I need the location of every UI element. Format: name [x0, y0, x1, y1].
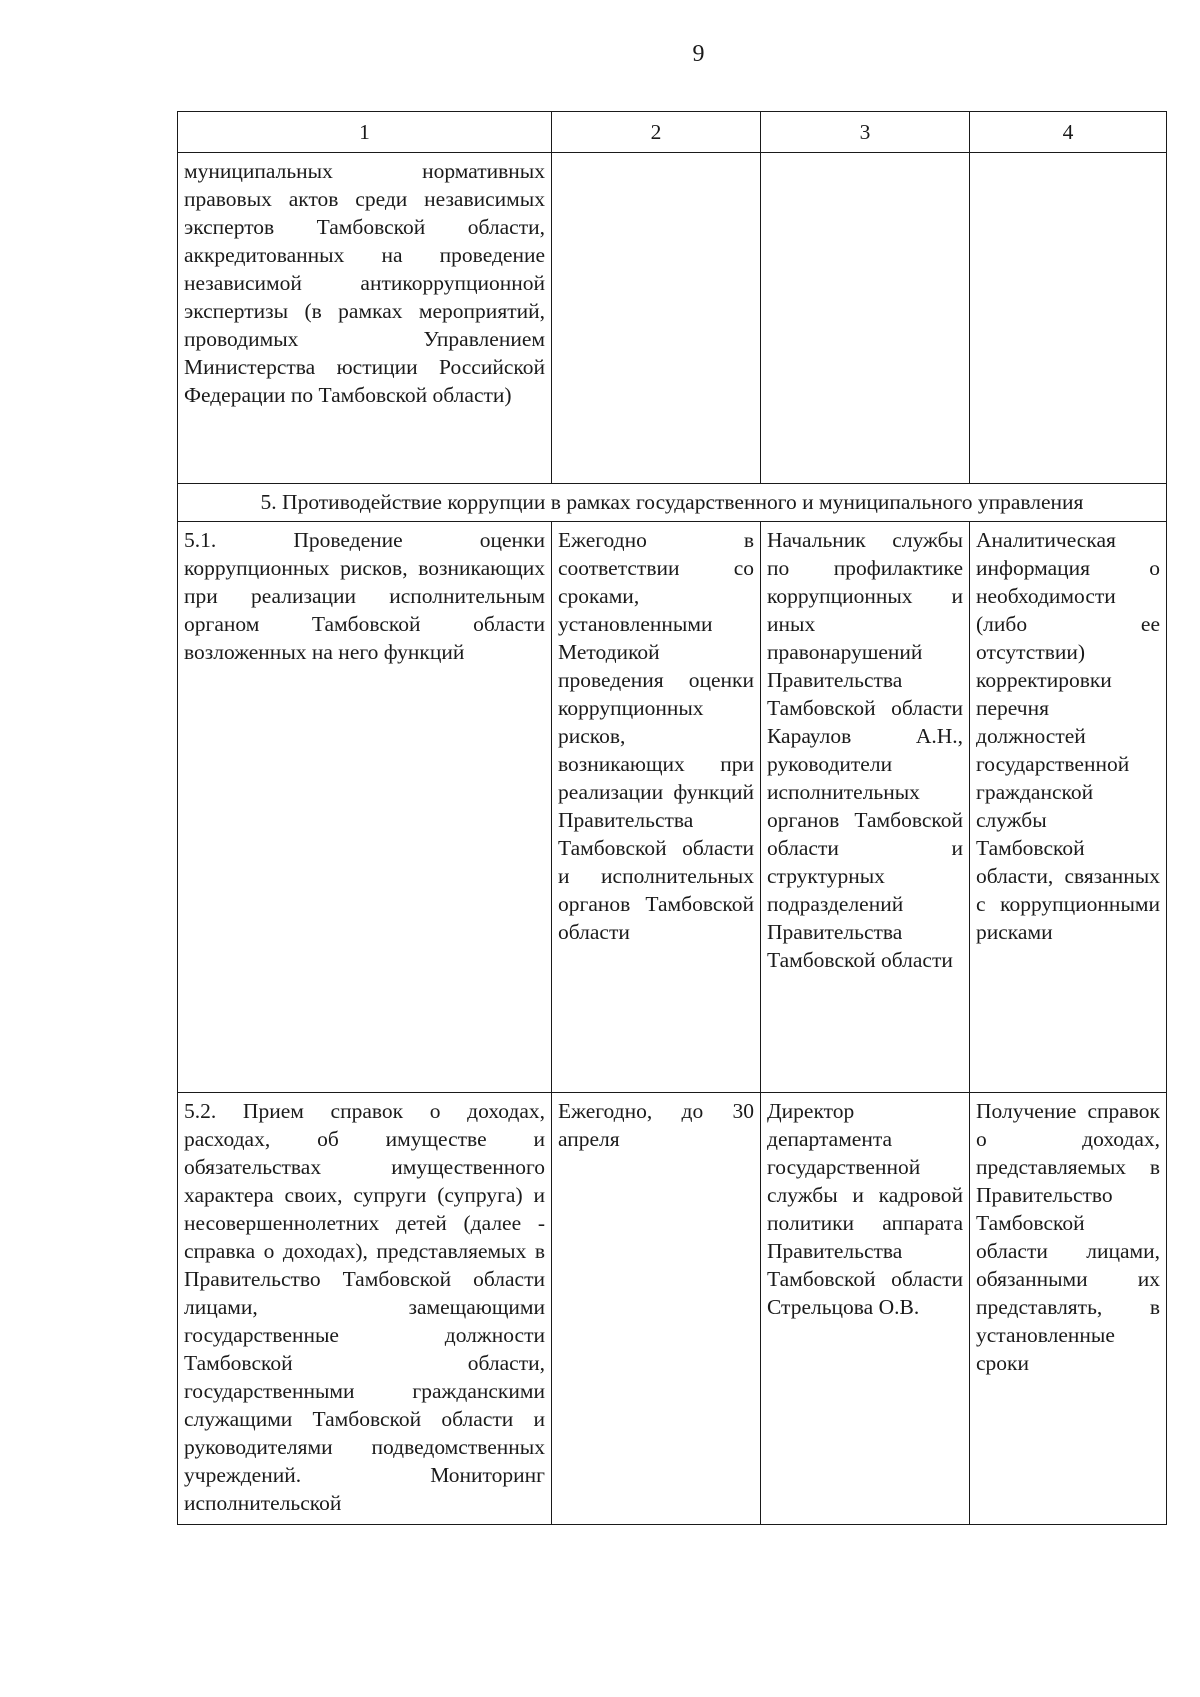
cell-responsible — [761, 153, 970, 484]
header-col-4: 4 — [970, 112, 1167, 153]
table-row — [178, 522, 1167, 1093]
cell-deadline: Ежегодно, до 30 апреля — [552, 1093, 761, 1525]
header-col-1: 1 — [178, 112, 552, 153]
section-title: 5. Противодействие коррупции в рамках государственного и муниципального управления — [178, 484, 1167, 522]
table-row-continued — [178, 153, 1167, 484]
cell-result: Получение справок о доходах, представляемых в Правительство Тамбовской области лицами, обязанными их представлять, в установленные сроки — [970, 1093, 1167, 1525]
section-header-row — [178, 484, 1167, 522]
page-number: 9 — [692, 41, 705, 67]
cell-result — [970, 153, 1167, 484]
cell-measure: 5.1. Проведение оценки коррупционных рисков, возникающих при реализации исполнительным органом Тамбовской области возложенных на него функций — [178, 522, 552, 1093]
cell-result: Аналитическая информация о необходимости (либо ее отсутствии) корректировки перечня должностей государственной гражданской службы Тамбовской области, связанных с коррупционными рисками — [970, 522, 1167, 1093]
cell-responsible: Начальник службы по профилактике коррупционных и иных правонарушений Правительства Тамбовской области Караулов А.Н., руководители исполнительных органов Тамбовской области и структурных подразделений Правительства Тамбовской области — [761, 522, 970, 1093]
table-row — [178, 1093, 1167, 1525]
cell-measure: 5.2. Прием справок о доходах, расходах, об имуществе и обязательствах имущественного характера своих, супруги (супруга) и несовершеннолетних детей (далее - справка о доходах), представляемых в Правительство Тамбовской области лицами, замещающими государственные должности Тамбовской области, государственными гражданскими служащими Тамбовской области и руководителями подведомственных учреждений. Мониторинг исполнительской — [178, 1093, 552, 1525]
header-col-2: 2 — [552, 112, 761, 153]
measures-table — [177, 111, 1167, 1525]
cell-measure: муниципальных нормативных правовых актов среди независимых экспертов Тамбовской области, аккредитованных на проведение независимой антикоррупционной экспертизы (в рамках мероприятий, проводимых Управлением Министерства юстиции Российской Федерации по Тамбовской области) — [178, 153, 552, 484]
cell-deadline: Ежегодно в соответствии со сроками, установленными Методикой проведения оценки коррупционных рисков, возникающих при реализации функций Правительства Тамбовской области и исполнительных органов Тамбовской области — [552, 522, 761, 1093]
header-col-3: 3 — [761, 112, 970, 153]
header-row — [178, 112, 1167, 153]
cell-responsible: Директор департамента государственной службы и кадровой политики аппарата Правительства Тамбовской области Стрельцова О.В. — [761, 1093, 970, 1525]
cell-deadline — [552, 153, 761, 484]
